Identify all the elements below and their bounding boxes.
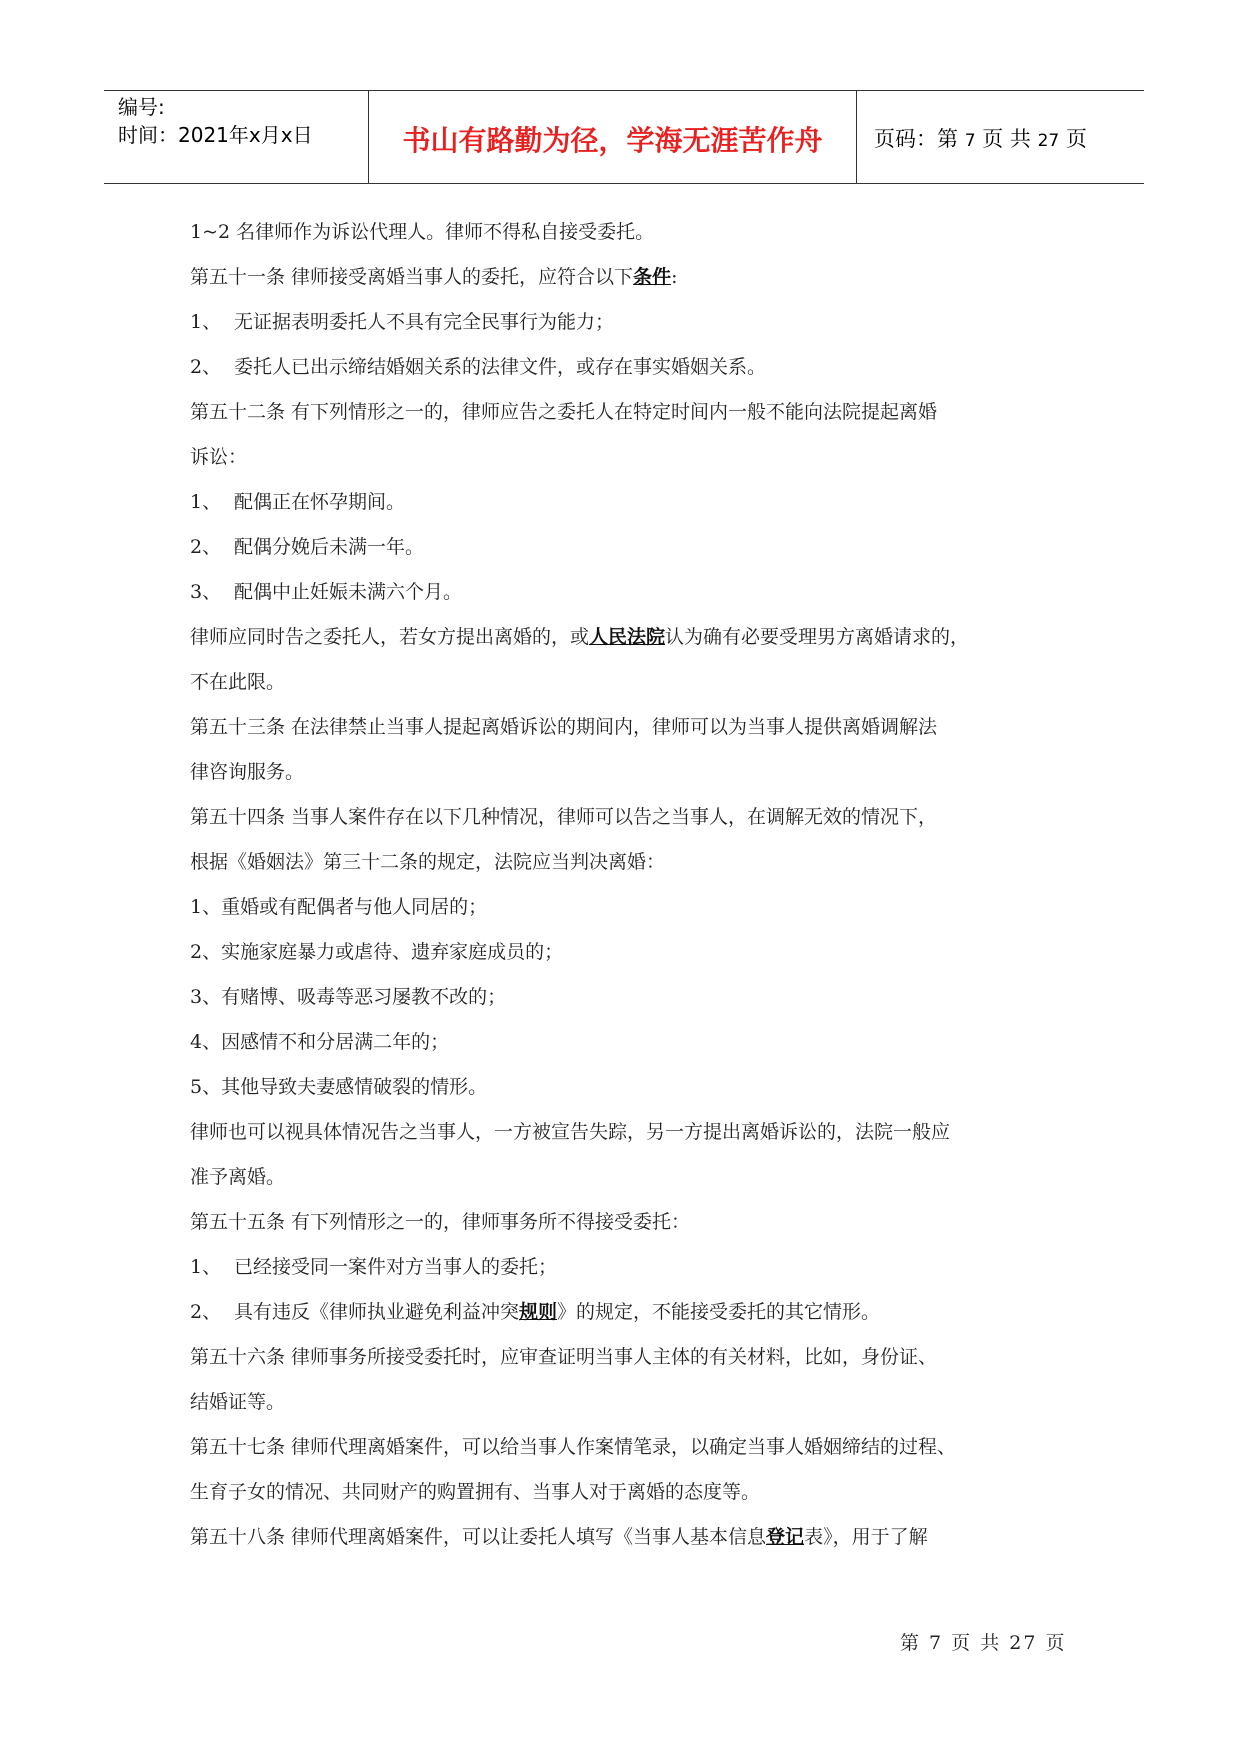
paragraph-line bbox=[190, 222, 1070, 267]
paragraph-text: 已经接受同一案件对方当事人的委托； bbox=[234, 1256, 558, 1278]
paragraph-text: 具有违反《律师执业避免利益冲突 bbox=[234, 1301, 520, 1323]
page-total: 27 bbox=[1037, 131, 1060, 151]
paragraph-text: 律师应同时告之委托人，若女方提出离婚的，或 bbox=[190, 626, 590, 648]
paragraph-line bbox=[190, 582, 1070, 627]
paragraph-line bbox=[190, 987, 1070, 1032]
paragraph-line bbox=[190, 1347, 1070, 1392]
paragraph-line bbox=[190, 312, 1070, 357]
paragraph-text: 第五十六条 律师事务所接受委托时，应审查证明当事人主体的有关材料，比如，身份证、 bbox=[190, 1346, 938, 1368]
list-number: 1、 bbox=[190, 311, 222, 333]
hyperlink-term[interactable]: 人民法院 bbox=[589, 626, 666, 648]
paragraph-text: 配偶中止妊娠未满六个月。 bbox=[234, 581, 463, 603]
paragraph-line bbox=[190, 627, 1070, 672]
paragraph-text: 2、实施家庭暴力或虐待、遗弃家庭成员的； bbox=[190, 941, 564, 963]
paragraph-line bbox=[190, 672, 1070, 717]
paragraph-text: 律咨询服务。 bbox=[190, 761, 305, 783]
list-number: 2、 bbox=[190, 536, 222, 558]
paragraph-text: 第五十八条 律师代理离婚案件，可以让委托人填写《当事人基本信息 bbox=[190, 1526, 767, 1548]
header-meta bbox=[118, 93, 368, 149]
paragraph-text-tail: 认为确有必要受理男方离婚请求的， bbox=[665, 626, 970, 648]
paragraph-line bbox=[190, 1437, 1070, 1482]
paragraph-line bbox=[190, 897, 1070, 942]
paragraph-line bbox=[190, 1527, 1070, 1572]
paragraph-line bbox=[190, 267, 1070, 312]
paragraph-text: 配偶正在怀孕期间。 bbox=[234, 491, 406, 513]
hyperlink-term[interactable]: 条件 bbox=[633, 266, 672, 288]
paragraph-text: 3、有赌博、吸毒等恶习屡教不改的； bbox=[190, 986, 507, 1008]
paragraph-text: 准予离婚。 bbox=[190, 1166, 286, 1188]
page-suffix: 页 bbox=[1065, 127, 1087, 151]
doc-time-label: 时间：2021年x月x日 bbox=[118, 123, 313, 147]
header-motto: 书山有路勤为径，学海无涯苦作舟 bbox=[402, 124, 823, 157]
paragraph-text: 无证据表明委托人不具有完全民事行为能力； bbox=[234, 311, 615, 333]
document-body bbox=[190, 222, 1070, 1572]
list-number: 2、 bbox=[190, 356, 222, 378]
paragraph-text: 不在此限。 bbox=[190, 671, 286, 693]
paragraph-line bbox=[190, 537, 1070, 582]
paragraph-line bbox=[190, 447, 1070, 492]
doc-id-label: 编号: bbox=[118, 95, 165, 119]
paragraph-text-tail: : bbox=[671, 266, 678, 288]
paragraph-text: 5、其他导致夫妻感情破裂的情形。 bbox=[190, 1076, 488, 1098]
paragraph-line bbox=[190, 1212, 1070, 1257]
list-number: 1、 bbox=[190, 491, 222, 513]
paragraph-line bbox=[190, 1122, 1070, 1167]
page-header bbox=[104, 90, 1144, 184]
paragraph-line bbox=[190, 1167, 1070, 1212]
page-number: 7 bbox=[964, 131, 976, 151]
paragraph-line bbox=[190, 1032, 1070, 1077]
list-number: 3、 bbox=[190, 581, 222, 603]
paragraph-line bbox=[190, 357, 1070, 402]
paragraph-text: 第五十三条 在法律禁止当事人提起离婚诉讼的期间内，律师可以为当事人提供离婚调解法 bbox=[190, 716, 938, 738]
paragraph-line bbox=[190, 402, 1070, 447]
page-footer: 第 7 页 共 27 页 bbox=[900, 1632, 1067, 1654]
list-number: 2、 bbox=[190, 1301, 222, 1323]
paragraph-text: 委托人已出示缔结婚姻关系的法律文件，或存在事实婚姻关系。 bbox=[234, 356, 767, 378]
paragraph-text-tail: 表》，用于了解 bbox=[804, 1526, 928, 1548]
header-divider bbox=[856, 91, 857, 183]
paragraph-text: 律师也可以视具体情况告之当事人，一方被宣告失踪，另一方提出离婚诉讼的，法院一般应 bbox=[190, 1121, 951, 1143]
paragraph-text: 1~2 名律师作为诉讼代理人。律师不得私自接受委托。 bbox=[190, 221, 655, 243]
paragraph-text: 第五十七条 律师代理离婚案件，可以给当事人作案情笔录，以确定当事人婚姻缔结的过程、 bbox=[190, 1436, 957, 1458]
paragraph-text: 生育子女的情况、共同财产的购置拥有、当事人对于离婚的态度等。 bbox=[190, 1481, 761, 1503]
paragraph-text: 第五十一条 律师接受离婚当事人的委托，应符合以下 bbox=[190, 266, 634, 288]
paragraph-line bbox=[190, 1257, 1070, 1302]
paragraph-line bbox=[190, 762, 1070, 807]
hyperlink-term[interactable]: 登记 bbox=[766, 1526, 805, 1548]
paragraph-line bbox=[190, 942, 1070, 987]
paragraph-text: 配偶分娩后未满一年。 bbox=[234, 536, 425, 558]
paragraph-line bbox=[190, 717, 1070, 762]
paragraph-line bbox=[190, 852, 1070, 897]
paragraph-text: 第五十四条 当事人案件存在以下几种情况，律师可以告之当事人，在调解无效的情况下， bbox=[190, 806, 938, 828]
paragraph-text: 结婚证等。 bbox=[190, 1391, 286, 1413]
paragraph-line bbox=[190, 492, 1070, 537]
header-page-info bbox=[874, 123, 1087, 153]
paragraph-text: 1、重婚或有配偶者与他人同居的； bbox=[190, 896, 488, 918]
paragraph-text: 第五十二条 有下列情形之一的，律师应告之委托人在特定时间内一般不能向法院提起离婚 bbox=[190, 401, 938, 423]
paragraph-text: 诉讼： bbox=[190, 446, 248, 468]
paragraph-text: 根据《婚姻法》第三十二条的规定，法院应当判决离婚： bbox=[190, 851, 666, 873]
page-prefix: 页码：第 bbox=[874, 127, 958, 151]
hyperlink-term[interactable]: 规则 bbox=[519, 1301, 558, 1323]
paragraph-line bbox=[190, 1392, 1070, 1437]
paragraph-text-tail: 》的规定，不能接受委托的其它情形。 bbox=[557, 1301, 881, 1323]
paragraph-text: 4、因感情不和分居满二年的； bbox=[190, 1031, 450, 1053]
paragraph-line bbox=[190, 807, 1070, 852]
paragraph-text: 第五十五条 有下列情形之一的，律师事务所不得接受委托： bbox=[190, 1211, 691, 1233]
paragraph-line bbox=[190, 1077, 1070, 1122]
page-mid: 页 共 bbox=[982, 127, 1031, 151]
list-number: 1、 bbox=[190, 1256, 222, 1278]
paragraph-line bbox=[190, 1302, 1070, 1347]
paragraph-line bbox=[190, 1482, 1070, 1527]
